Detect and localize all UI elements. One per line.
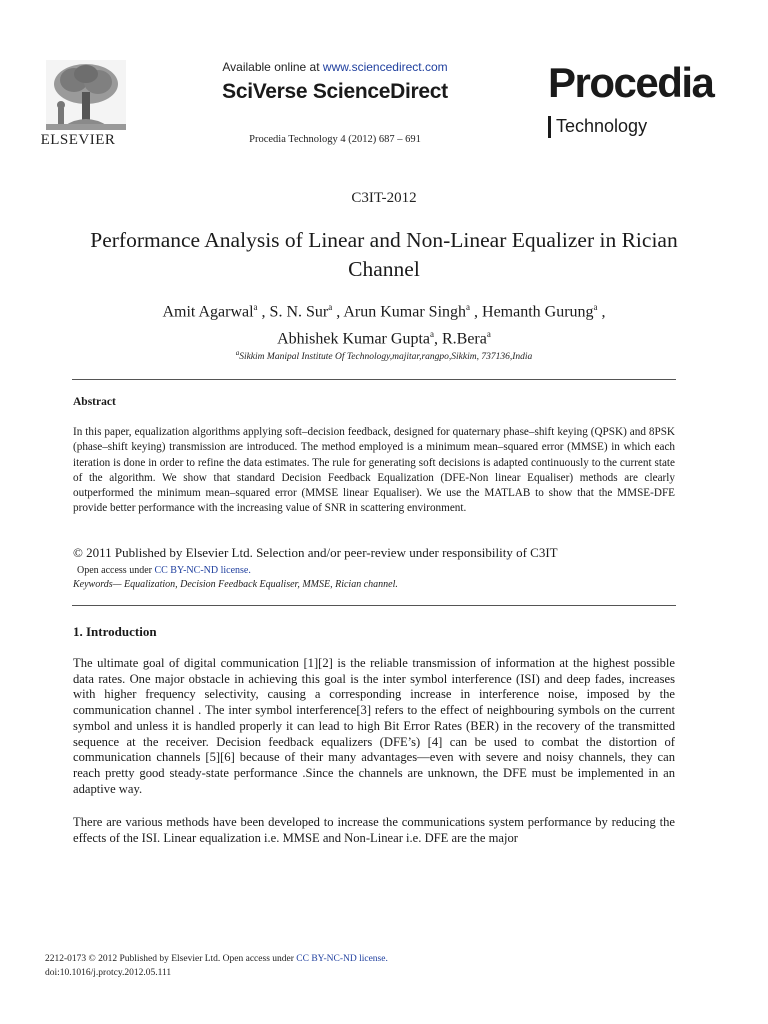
- author-list: [60, 296, 708, 351]
- author-name: Hemanth Gurung: [482, 303, 594, 321]
- author-separator: ,: [433, 330, 442, 348]
- elsevier-tree-icon: [46, 60, 126, 130]
- author-affil-mark: a: [429, 329, 434, 340]
- abstract-text: In this paper, equalization algorithms applying soft–decision feedback, designed for quaternary phase–shift keying (QPSK) and 8PSK (phase–shift keying) transmission are introduced. The method employed is a minimum mean–squared error (MMSE) in which each iteration is done in order to refine the data estimates. The rule for generating soft decisions is adapted continuously to the current state of the algorithm. We show that standard Decision Feedback Equalization (DFE-Non linear Equaliser) methods are clearly outperformed the minimum mean–squared error (MMSE linear Equaliser). We use the MATLAB to show that the MMSE-DFE provide better performance with the increasing value of SNR in scattering environment.: [73, 426, 675, 515]
- author-affil-mark: a: [486, 329, 491, 340]
- author-name: Arun Kumar Singh: [343, 303, 467, 321]
- journal-reference: Procedia Technology 4 (2012) 687 – 691: [249, 134, 421, 145]
- abstract-heading: Abstract: [73, 396, 116, 408]
- elsevier-logo[interactable]: [22, 60, 134, 152]
- author-separator: ,: [257, 303, 270, 321]
- author-separator: ,: [470, 303, 483, 321]
- publisher-name: ELSEVIER: [40, 132, 116, 148]
- footer-license-link[interactable]: CC BY-NC-ND license.: [296, 954, 388, 964]
- journal-subtitle: Technology: [556, 116, 648, 136]
- footer-doi[interactable]: doi:10.1016/j.protcy.2012.05.111: [45, 968, 172, 978]
- author-separator: ,: [332, 303, 344, 321]
- author-affil-mark: a: [466, 302, 471, 312]
- platform-name: SciVerse ScienceDirect: [222, 80, 448, 103]
- sciencedirect-link[interactable]: www.sciencedirect.com: [322, 60, 448, 74]
- keywords: Keywords— Equalization, Decision Feedback Equaliser, MMSE, Rician channel.: [73, 579, 398, 590]
- footer-issn-text: 2212-0173 © 2012 Published by Elsevier Ltd. Open access under: [45, 954, 297, 964]
- author-name: S. N. Sur: [269, 303, 329, 321]
- intro-paragraph-2: There are various methods have been developed to increase the communications system performance by reducing the effects of the ISI. Linear equalization i.e. MMSE and Non-Linear i.e. DFE are the major: [73, 815, 675, 845]
- conference-label: C3IT-2012: [351, 190, 417, 206]
- author-name: R.Bera: [441, 330, 487, 348]
- copyright-line: © 2011 Published by Elsevier Ltd. Selection and/or peer-review under responsibility of C3IT: [73, 545, 558, 560]
- author-name: Amit Agarwal: [162, 303, 254, 321]
- procedia-logo: [548, 59, 748, 150]
- logo-divider-bar: [548, 116, 551, 138]
- author-affil-mark: a: [253, 302, 258, 312]
- author-name: Abhishek Kumar Gupta: [277, 330, 430, 348]
- license-link[interactable]: CC BY-NC-ND license.: [154, 565, 251, 576]
- affiliation-text: Sikkim Manipal Institute Of Technology,majitar,rangpo,Sikkim, 737136,India: [239, 352, 533, 363]
- journal-name: Procedia: [548, 59, 714, 106]
- available-online-line: [180, 60, 490, 74]
- affiliation-mark: a: [235, 349, 240, 357]
- section-heading-introduction: 1. Introduction: [73, 624, 157, 639]
- intro-paragraph-1: The ultimate goal of digital communication [1][2] is the reliable transmission of information at the highest possible data rates. One major obstacle in achieving this goal is the inter symbol interference (ISI) and deep fades, increases with higher frequency selectivity, causing a corresponding increase in interference noise, imposed by the communication channel . The inter symbol interference[3] refers to the effect of neighbouring symbols on the current symbol and unless it is handled properly it can lead to high Bit Error Rates (BER) in the recovery of the transmitted sequence at the receiver. Decision feedback equalizers (DFE’s) [4] can be used to combat the distortion of communication channels [5][6] because of their many advantages—even with severe and noisy channels, they can reach pretty good steady-state performance .Since the channels are unknown, the DFE must be implemented in an adaptive way.: [73, 656, 675, 796]
- divider-top: [72, 379, 676, 380]
- open-access-label: Open access under: [77, 565, 155, 576]
- divider-bottom: [72, 605, 676, 606]
- footer-copyright: [45, 954, 388, 964]
- open-access-line: [77, 565, 251, 576]
- paper-title: Performance Analysis of Linear and Non-Linear Equalizer in Rician Channel: [90, 228, 678, 281]
- author-affil-mark: a: [593, 302, 598, 312]
- author-affil-mark: a: [328, 302, 333, 312]
- available-online-label: Available online at: [222, 60, 323, 74]
- author-separator: ,: [597, 303, 606, 321]
- affiliation: [60, 349, 708, 362]
